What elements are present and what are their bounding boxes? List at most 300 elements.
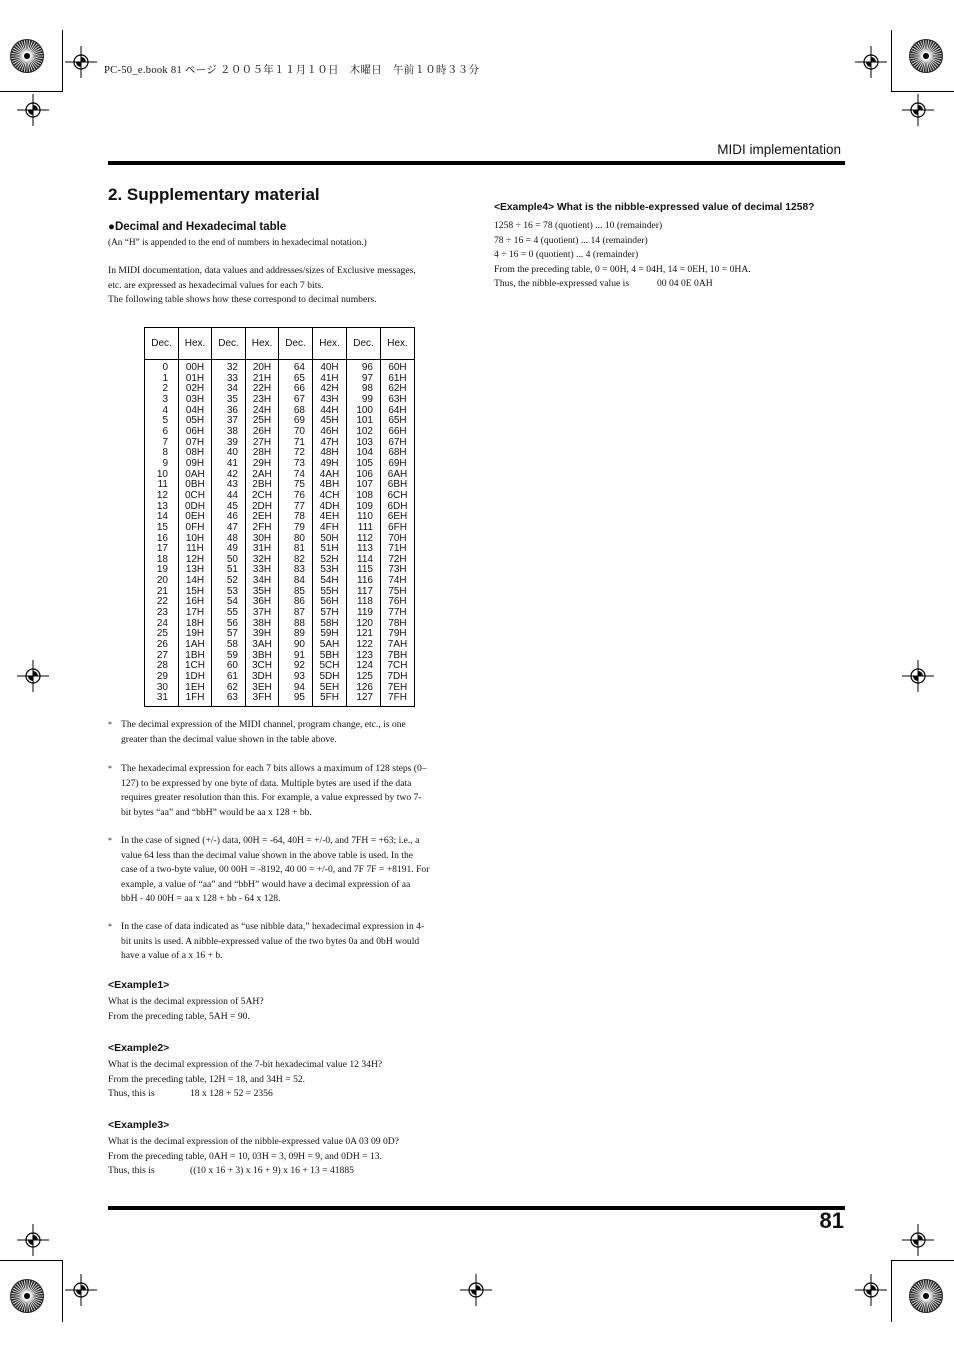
- hex-value: 3AH: [252, 639, 272, 651]
- dec-value: 5: [162, 415, 168, 427]
- example-4: [494, 202, 846, 292]
- hex-value: 3EH: [252, 681, 272, 693]
- page-title: 2. Supplementary material: [108, 185, 320, 204]
- dec-value: 105: [356, 457, 373, 469]
- dec-value: 115: [357, 564, 373, 576]
- table-header-row: [145, 328, 415, 360]
- dec-value: 102: [356, 425, 373, 437]
- crosshair-icon: [17, 1224, 49, 1256]
- hex-value: 79H: [388, 628, 407, 640]
- crosshair-icon: [17, 660, 49, 692]
- hex-value: 59H: [320, 628, 339, 640]
- dec-value: 70: [293, 425, 305, 437]
- dec-value: 124: [356, 660, 373, 672]
- hex-value: 01H: [185, 372, 205, 384]
- result-label: Thus, the nibble-expressed value is: [494, 278, 630, 289]
- hex-value: 29H: [252, 457, 272, 469]
- hex-value: 03H: [185, 393, 205, 405]
- hex-value: 6BH: [387, 479, 408, 491]
- hex-value: 43H: [320, 393, 339, 405]
- dec-value: 112: [357, 532, 373, 544]
- dec-value: 38: [226, 425, 238, 437]
- hex-value: 4DH: [319, 500, 340, 512]
- note-line: In the case of data indicated as “use nibble data,” hexadecimal expression in 4-: [121, 921, 425, 932]
- note-line: value 64 less than the decimal value shown in the above table is used. In the: [121, 849, 413, 861]
- hex-value: 4EH: [319, 511, 340, 523]
- hex-value: 26H: [252, 425, 272, 437]
- note-line: bbH - 40 00H = aa x 128 + bb - 64 x 128.: [121, 893, 281, 904]
- hex-value: 62H: [388, 383, 407, 395]
- dec-value: 25: [156, 628, 168, 640]
- dec-value: 24: [156, 617, 168, 629]
- example-title: <Example1>: [108, 979, 170, 991]
- dec-value: 48: [226, 532, 238, 544]
- crop-line: [891, 30, 892, 92]
- hex-value: 6FH: [388, 521, 407, 533]
- dec-value: 116: [357, 575, 373, 587]
- hex-value: 38H: [252, 617, 272, 629]
- hex-value: 1FH: [185, 692, 205, 704]
- hex-value: 7EH: [387, 681, 408, 693]
- hex-value: 7BH: [387, 649, 408, 661]
- hex-value: 11H: [186, 543, 204, 555]
- hex-value: 27H: [252, 436, 272, 448]
- crosshair-icon: [17, 94, 49, 126]
- example-result: [494, 277, 846, 292]
- crosshair-icon: [855, 1274, 887, 1306]
- example-line: What is the decimal expression of the 7-bit hexadecimal value 12 34H?: [108, 1059, 383, 1070]
- dec-hex-table: [144, 327, 415, 707]
- dec-column: [347, 360, 381, 707]
- example-line: What is the decimal expression of the nibble-expressed value 0A 03 09 0D?: [108, 1136, 399, 1147]
- dec-value: 59: [226, 649, 238, 661]
- hex-value: 40H: [320, 362, 339, 373]
- dec-value: 61: [226, 671, 238, 683]
- dec-value: 13: [156, 500, 168, 512]
- dec-value: 119: [357, 607, 373, 619]
- crop-line: [62, 30, 63, 92]
- hex-value: 06H: [185, 425, 205, 437]
- hex-column: [381, 360, 415, 707]
- dec-value: 49: [226, 543, 238, 555]
- starburst-icon: [908, 1278, 944, 1314]
- hex-value: 74H: [388, 575, 407, 587]
- hex-value: 73H: [388, 564, 407, 576]
- starburst-icon: [9, 1278, 45, 1314]
- dec-value: 87: [293, 607, 305, 619]
- intro-line: In MIDI documentation, data values and addresses/sizes of Exclusive messages,: [108, 265, 416, 276]
- dec-value: 68: [293, 404, 305, 416]
- table-hex-note: (An “H” is appended to the end of numbers in hexadecimal notation.): [108, 238, 367, 248]
- dec-value: 7: [162, 436, 168, 448]
- dec-value: 84: [293, 575, 305, 587]
- hex-value: 49H: [320, 457, 339, 469]
- hex-value: 09H: [185, 457, 205, 469]
- dec-value: 51: [226, 564, 238, 576]
- dec-value: 22: [156, 596, 168, 608]
- result-label: Thus, this is: [108, 1088, 155, 1099]
- example-line: 78 ÷ 16 = 4 (quotient) ... 14 (remainder): [494, 234, 648, 246]
- dec-value: 104: [356, 447, 373, 459]
- hex-value: 44H: [320, 404, 339, 416]
- dec-value: 96: [361, 362, 373, 373]
- dec-value: 32: [226, 362, 238, 373]
- dec-value: 10: [156, 468, 168, 480]
- dec-value: 122: [356, 639, 373, 651]
- file-info-header: PC-50_e.book 81 ページ ２００５年１１月１０日 木曜日 午前１０時３３分: [104, 65, 480, 76]
- dec-value: 62: [226, 681, 238, 693]
- hex-value: 17H: [185, 607, 205, 619]
- hex-value: 1CH: [184, 660, 205, 672]
- hex-value: 0DH: [184, 500, 205, 512]
- note-line: bit bytes “aa” and “bbH” would be aa x 128 + bb.: [121, 806, 312, 818]
- dec-value: 91: [293, 649, 305, 661]
- hex-value: 25H: [252, 415, 272, 427]
- dec-value: 1: [162, 372, 168, 384]
- hex-value: 70H: [388, 532, 407, 544]
- dec-value: 26: [156, 639, 168, 651]
- header-hex: Hex.: [313, 328, 347, 360]
- note-4: [108, 920, 458, 964]
- starburst-icon: [908, 38, 944, 74]
- hex-value: 53H: [320, 564, 339, 576]
- hex-value: 60H: [388, 362, 407, 373]
- hex-value: 24H: [252, 404, 272, 416]
- dec-value: 107: [356, 479, 373, 491]
- dec-value: 6: [162, 425, 168, 437]
- hex-value: 10H: [185, 532, 205, 544]
- note-line: In the case of signed (+/-) data, 00H = -64, 40H = +/-0, and 7FH = +63; i.e., a: [121, 835, 420, 846]
- dec-value: 15: [156, 521, 168, 533]
- hex-value: 36H: [252, 596, 272, 608]
- note-line: The hexadecimal expression for each 7 bits allows a maximum of 128 steps (0–: [121, 763, 427, 774]
- crosshair-icon: [65, 1274, 97, 1306]
- dec-value: 42: [226, 468, 238, 480]
- hex-value: 31H: [252, 543, 272, 555]
- example-line: From the preceding table, 0 = 00H, 4 = 04H, 14 = 0EH, 10 = 0HA.: [494, 263, 751, 275]
- example-2: [108, 1042, 460, 1102]
- dec-value: 126: [356, 681, 373, 693]
- hex-value: 21H: [252, 372, 272, 384]
- dec-value: 90: [293, 639, 305, 651]
- dec-value: 77: [293, 500, 305, 512]
- hex-value: 0CH: [184, 489, 205, 501]
- dec-value: 89: [293, 628, 305, 640]
- dec-value: 111: [357, 521, 373, 533]
- hex-value: 7AH: [387, 639, 408, 651]
- note-line: have a value of a x 16 + b.: [121, 950, 223, 961]
- hex-column: [246, 360, 279, 707]
- table-intro: [108, 264, 460, 308]
- example-line: 1258 ÷ 16 = 78 (quotient) ... 10 (remainder): [494, 220, 663, 231]
- hex-value: 15H: [185, 585, 205, 597]
- dec-value: 31: [156, 692, 168, 704]
- dec-value: 67: [293, 393, 305, 405]
- dec-value: 21: [156, 585, 168, 597]
- dec-value: 47: [226, 521, 238, 533]
- dec-value: 101: [356, 415, 373, 427]
- dec-value: 98: [361, 383, 373, 395]
- hex-value: 58H: [320, 617, 339, 629]
- hex-value: 5FH: [320, 692, 339, 704]
- crop-line: [891, 91, 954, 92]
- hex-value: 33H: [252, 564, 272, 576]
- hex-value: 54H: [320, 575, 339, 587]
- note-line: example, a value of “aa” and “bbH” would have a decimal expression of aa: [121, 878, 411, 890]
- hex-value: 65H: [388, 415, 407, 427]
- hex-value: 35H: [252, 585, 272, 597]
- hex-value: 45H: [320, 415, 339, 427]
- hex-value: 2AH: [252, 468, 272, 480]
- dec-value: 121: [356, 628, 373, 640]
- hex-value: 3DH: [251, 671, 272, 683]
- dec-value: 40: [226, 447, 238, 459]
- hex-value: 3CH: [251, 660, 272, 672]
- hex-value: 2FH: [252, 521, 272, 533]
- dec-value: 97: [361, 372, 373, 384]
- hex-value: 6CH: [387, 489, 408, 501]
- hex-value: 5CH: [319, 660, 340, 672]
- note-line: The decimal expression of the MIDI channel, program change, etc., is one: [121, 719, 406, 730]
- dec-value: 8: [162, 447, 168, 459]
- crosshair-icon: [902, 94, 934, 126]
- dec-value: 3: [162, 393, 168, 405]
- example-line: What is the decimal expression of 5AH?: [108, 996, 264, 1007]
- dec-value: 69: [293, 415, 305, 427]
- dec-value: 12: [156, 489, 168, 501]
- hex-value: 7DH: [387, 671, 408, 683]
- hex-value: 32H: [252, 553, 272, 565]
- dec-value: 50: [226, 553, 238, 565]
- dec-value: 127: [356, 692, 373, 704]
- dec-value: 17: [156, 543, 168, 555]
- table-heading: ●Decimal and Hexadecimal table: [108, 221, 287, 233]
- dec-value: 81: [293, 543, 305, 555]
- hex-value: 1BH: [185, 649, 205, 661]
- example-title: <Example3>: [108, 1119, 170, 1131]
- header-dec: Dec.: [212, 328, 246, 360]
- hex-value: 52H: [320, 553, 339, 565]
- note-line: requires greater resolution than this. For example, a value expressed by two 7-: [121, 792, 422, 803]
- dec-value: 54: [226, 596, 238, 608]
- hex-value: 71H: [388, 543, 407, 555]
- hex-value: 68H: [388, 447, 407, 459]
- hex-value: 3BH: [252, 649, 272, 661]
- hex-value: 2EH: [252, 511, 272, 523]
- dec-value: 65: [293, 372, 305, 384]
- hex-value: 41H: [320, 372, 339, 384]
- dec-value: 55: [226, 607, 238, 619]
- dec-value: 57: [226, 628, 238, 640]
- dec-value: 99: [361, 393, 373, 405]
- hex-value: 13H: [185, 564, 205, 576]
- crosshair-icon: [65, 46, 97, 78]
- result-value: 00 04 0E 0AH: [657, 278, 713, 289]
- hex-value: 78H: [388, 617, 407, 629]
- hex-value: 57H: [320, 607, 339, 619]
- hex-value: 64H: [388, 404, 407, 416]
- dec-value: 43: [226, 479, 238, 491]
- header-hex: Hex.: [179, 328, 212, 360]
- dec-value: 45: [226, 500, 238, 512]
- dec-value: 83: [293, 564, 305, 576]
- hex-value: 12H: [185, 553, 205, 565]
- crop-line: [0, 91, 62, 92]
- hex-value: 61H: [388, 372, 407, 384]
- dec-value: 35: [226, 393, 238, 405]
- dec-value: 74: [293, 468, 305, 480]
- hex-value: 5BH: [319, 649, 340, 661]
- dec-value: 73: [293, 457, 305, 469]
- example-line: From the preceding table, 5AH = 90.: [108, 1010, 250, 1022]
- crop-line: [891, 1260, 954, 1261]
- dec-value: 37: [226, 415, 238, 427]
- crop-line: [891, 1260, 892, 1322]
- hex-value: 55H: [320, 585, 339, 597]
- crop-line: [62, 1260, 63, 1322]
- dec-value: 109: [356, 500, 373, 512]
- note-line: 127) to be expressed by one byte of data. Multiple bytes are used if the data: [121, 777, 412, 789]
- dec-value: 9: [162, 457, 168, 469]
- note-marker: *: [108, 836, 112, 845]
- hex-value: 63H: [388, 393, 407, 405]
- header-rule: [108, 161, 845, 165]
- dec-value: 56: [226, 617, 238, 629]
- hex-value: 4CH: [319, 489, 340, 501]
- table-body-row: [145, 360, 415, 707]
- hex-value: 05H: [185, 415, 205, 427]
- hex-value: 2DH: [251, 500, 272, 512]
- hex-value: 3FH: [252, 692, 272, 704]
- header-hex: Hex.: [381, 328, 415, 360]
- hex-value: 69H: [388, 457, 407, 469]
- header-hex: Hex.: [246, 328, 279, 360]
- dec-value: 63: [226, 692, 238, 704]
- dec-value: 79: [293, 521, 305, 533]
- dec-value: 60: [226, 660, 238, 672]
- dec-value: 19: [156, 564, 168, 576]
- note-marker: *: [108, 922, 112, 931]
- hex-value: 04H: [185, 404, 205, 416]
- intro-line: etc. are expressed as hexadecimal values for each 7 bits.: [108, 279, 324, 291]
- dec-value: 88: [293, 617, 305, 629]
- hex-value: 34H: [252, 575, 272, 587]
- dec-value: 30: [156, 681, 168, 693]
- dec-value: 4: [162, 404, 168, 416]
- dec-value: 44: [226, 489, 238, 501]
- dec-value: 52: [226, 575, 238, 587]
- dec-value: 114: [357, 553, 373, 565]
- hex-value: 6DH: [387, 500, 408, 512]
- hex-value: 51H: [320, 543, 339, 555]
- dec-value: 108: [356, 489, 373, 501]
- dec-value: 0: [162, 362, 168, 373]
- starburst-icon: [9, 38, 45, 74]
- header-dec: Dec.: [145, 328, 179, 360]
- hex-value: 2BH: [252, 479, 272, 491]
- hex-value: 08H: [185, 447, 205, 459]
- example-3: [108, 1119, 460, 1179]
- hex-value: 46H: [320, 425, 339, 437]
- dec-value: 82: [293, 553, 305, 565]
- hex-value: 02H: [185, 383, 205, 395]
- dec-value: 64: [293, 362, 305, 373]
- dec-hex-table-wrapper: [144, 327, 415, 707]
- hex-value: 42H: [320, 383, 339, 395]
- hex-value: 22H: [252, 383, 272, 395]
- dec-value: 14: [156, 511, 168, 523]
- header-dec: Dec.: [279, 328, 313, 360]
- example-title: <Example4> What is the nibble-expressed value of decimal 1258?: [494, 202, 815, 213]
- example-result: [108, 1087, 460, 1102]
- hex-value: 7FH: [388, 692, 407, 704]
- dec-value: 33: [226, 372, 238, 384]
- hex-value: 4BH: [319, 479, 340, 491]
- dec-value: 11: [157, 479, 168, 491]
- dec-column: [279, 360, 313, 707]
- hex-value: 1DH: [184, 671, 205, 683]
- dec-value: 86: [293, 596, 305, 608]
- dec-column: [212, 360, 246, 707]
- dec-value: 66: [293, 383, 305, 395]
- hex-value: 19H: [185, 628, 205, 640]
- note-marker: *: [108, 720, 112, 729]
- hex-value: 6EH: [387, 511, 408, 523]
- dec-column: [145, 360, 179, 707]
- dec-value: 120: [356, 617, 373, 629]
- dec-value: 93: [293, 671, 305, 683]
- header-dec: Dec.: [347, 328, 381, 360]
- note-1: [108, 718, 458, 747]
- example-1: [108, 979, 460, 1024]
- dec-value: 103: [356, 436, 373, 448]
- dec-value: 125: [356, 671, 373, 683]
- dec-value: 118: [357, 596, 373, 608]
- hex-value: 50H: [320, 532, 339, 544]
- dec-value: 36: [226, 404, 238, 416]
- intro-line: The following table shows how these correspond to decimal numbers.: [108, 294, 377, 305]
- hex-value: 5DH: [319, 671, 340, 683]
- dec-value: 39: [226, 436, 238, 448]
- example-line: From the preceding table, 12H = 18, and 34H = 52.: [108, 1073, 306, 1085]
- hex-value: 30H: [252, 532, 272, 544]
- dec-value: 75: [293, 479, 305, 491]
- dec-value: 23: [156, 607, 168, 619]
- dec-value: 28: [156, 660, 168, 672]
- hex-value: 37H: [252, 607, 272, 619]
- dec-value: 29: [156, 671, 168, 683]
- hex-value: 07H: [185, 436, 205, 448]
- note-3: [108, 834, 458, 907]
- page-number: 81: [819, 1208, 844, 1233]
- dec-value: 46: [226, 511, 238, 523]
- hex-value: 7CH: [387, 660, 408, 672]
- example-result: [108, 1164, 460, 1179]
- result-value: 18 x 128 + 52 = 2356: [190, 1088, 273, 1099]
- hex-value: 67H: [388, 436, 407, 448]
- hex-value: 6AH: [387, 468, 408, 480]
- section-header: MIDI implementation: [717, 142, 841, 157]
- dec-value: 85: [293, 585, 305, 597]
- hex-value: 47H: [320, 436, 339, 448]
- dec-value: 94: [293, 681, 305, 693]
- hex-value: 0FH: [185, 521, 205, 533]
- hex-column: [179, 360, 212, 707]
- result-label: Thus, this is: [108, 1165, 155, 1176]
- dec-value: 113: [357, 543, 373, 555]
- note-marker: *: [108, 764, 112, 773]
- footer-rule: [108, 1206, 845, 1210]
